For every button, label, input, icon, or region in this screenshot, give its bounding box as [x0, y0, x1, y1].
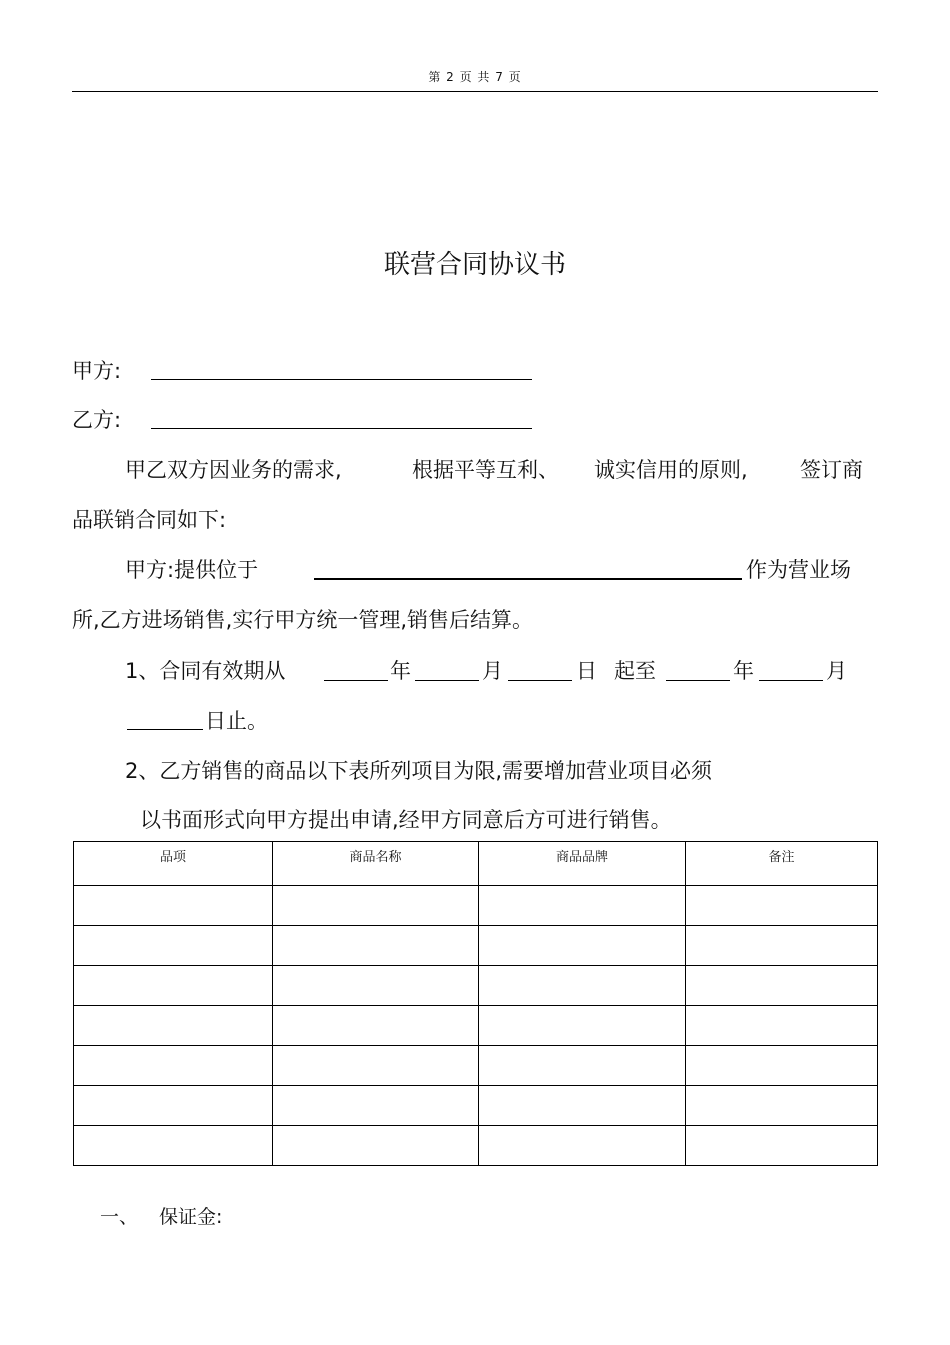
section1-number: 一、: [100, 1206, 139, 1228]
header-divider: [72, 91, 878, 92]
party-b-blank[interactable]: [151, 428, 532, 429]
table-cell[interactable]: [686, 1006, 878, 1046]
table-row: [74, 966, 878, 1006]
table-cell[interactable]: [273, 1086, 479, 1126]
table-cell[interactable]: [686, 926, 878, 966]
location-blank[interactable]: [314, 578, 742, 580]
party-a-blank[interactable]: [151, 379, 532, 380]
term-prefix: 1、合同有效期从: [125, 659, 286, 683]
table-row: [74, 1126, 878, 1166]
section1-label: 保证金:: [159, 1206, 223, 1228]
header-product-brand: 商品品牌: [479, 842, 686, 886]
table-cell[interactable]: [686, 966, 878, 1006]
table-cell[interactable]: [479, 1046, 686, 1086]
document-title: 联营合同协议书: [383, 250, 566, 280]
items-table: [73, 841, 878, 1166]
para1-part4: 签订商: [800, 458, 863, 482]
para1-line2: 品联销合同如下:: [72, 508, 227, 532]
term-to-label: 起至: [614, 659, 656, 683]
term-end-label: 日止。: [205, 709, 268, 733]
term-year-label: 年: [390, 659, 411, 683]
table-cell[interactable]: [479, 886, 686, 926]
end-day-blank[interactable]: [127, 729, 203, 730]
table-cell[interactable]: [74, 886, 273, 926]
table-row: [74, 1046, 878, 1086]
table-cell[interactable]: [479, 1086, 686, 1126]
header-remarks: 备注: [686, 842, 878, 886]
start-year-blank[interactable]: [324, 680, 388, 681]
para1-part2: 根据平等互利、: [412, 458, 559, 482]
party-b-label: 乙方:: [72, 408, 122, 432]
table-row: [74, 1086, 878, 1126]
table-cell[interactable]: [273, 1126, 479, 1166]
header-item-category: 品项: [74, 842, 273, 886]
para2-line2: 所,乙方进场销售,实行甲方统一管理,销售后结算。: [72, 608, 534, 632]
term-month2-label: 月: [826, 659, 847, 683]
table-row: [74, 1006, 878, 1046]
para2-start: 甲方:提供位于: [125, 558, 259, 582]
start-day-blank[interactable]: [508, 680, 572, 681]
table-cell[interactable]: [686, 1046, 878, 1086]
table-cell[interactable]: [273, 1046, 479, 1086]
para2-end: 作为营业场: [746, 558, 851, 582]
table-cell[interactable]: [686, 1126, 878, 1166]
clause2-line2: 以书面形式向甲方提出申请,经甲方同意后方可进行销售。: [140, 808, 672, 832]
table-cell[interactable]: [479, 1006, 686, 1046]
table-cell[interactable]: [74, 1006, 273, 1046]
table-row: [74, 886, 878, 926]
para1-part1: 甲乙双方因业务的需求,: [125, 458, 342, 482]
table-cell[interactable]: [273, 966, 479, 1006]
table-cell[interactable]: [273, 1006, 479, 1046]
end-month-blank[interactable]: [759, 680, 823, 681]
term-day-label: 日: [576, 659, 597, 683]
header-product-name: 商品名称: [273, 842, 479, 886]
table-cell[interactable]: [74, 1086, 273, 1126]
table-cell[interactable]: [74, 926, 273, 966]
para1-part3: 诚实信用的原则,: [594, 458, 748, 482]
table-cell[interactable]: [479, 966, 686, 1006]
table-header-row: [74, 842, 878, 886]
table-cell[interactable]: [686, 886, 878, 926]
table-cell[interactable]: [479, 926, 686, 966]
page-number-header: 第 2 页 共 7 页: [428, 70, 522, 84]
table-cell[interactable]: [74, 1046, 273, 1086]
table-cell[interactable]: [273, 886, 479, 926]
term-month-label: 月: [482, 659, 503, 683]
table-row: [74, 926, 878, 966]
party-a-label: 甲方:: [72, 359, 122, 383]
table-cell[interactable]: [686, 1086, 878, 1126]
table-cell[interactable]: [74, 1126, 273, 1166]
table-cell[interactable]: [273, 926, 479, 966]
table-cell[interactable]: [479, 1126, 686, 1166]
start-month-blank[interactable]: [415, 680, 479, 681]
end-year-blank[interactable]: [666, 680, 730, 681]
table-cell[interactable]: [74, 966, 273, 1006]
clause2-line1: 2、乙方销售的商品以下表所列项目为限,需要增加营业项目必须: [125, 759, 713, 783]
term-year2-label: 年: [733, 659, 754, 683]
